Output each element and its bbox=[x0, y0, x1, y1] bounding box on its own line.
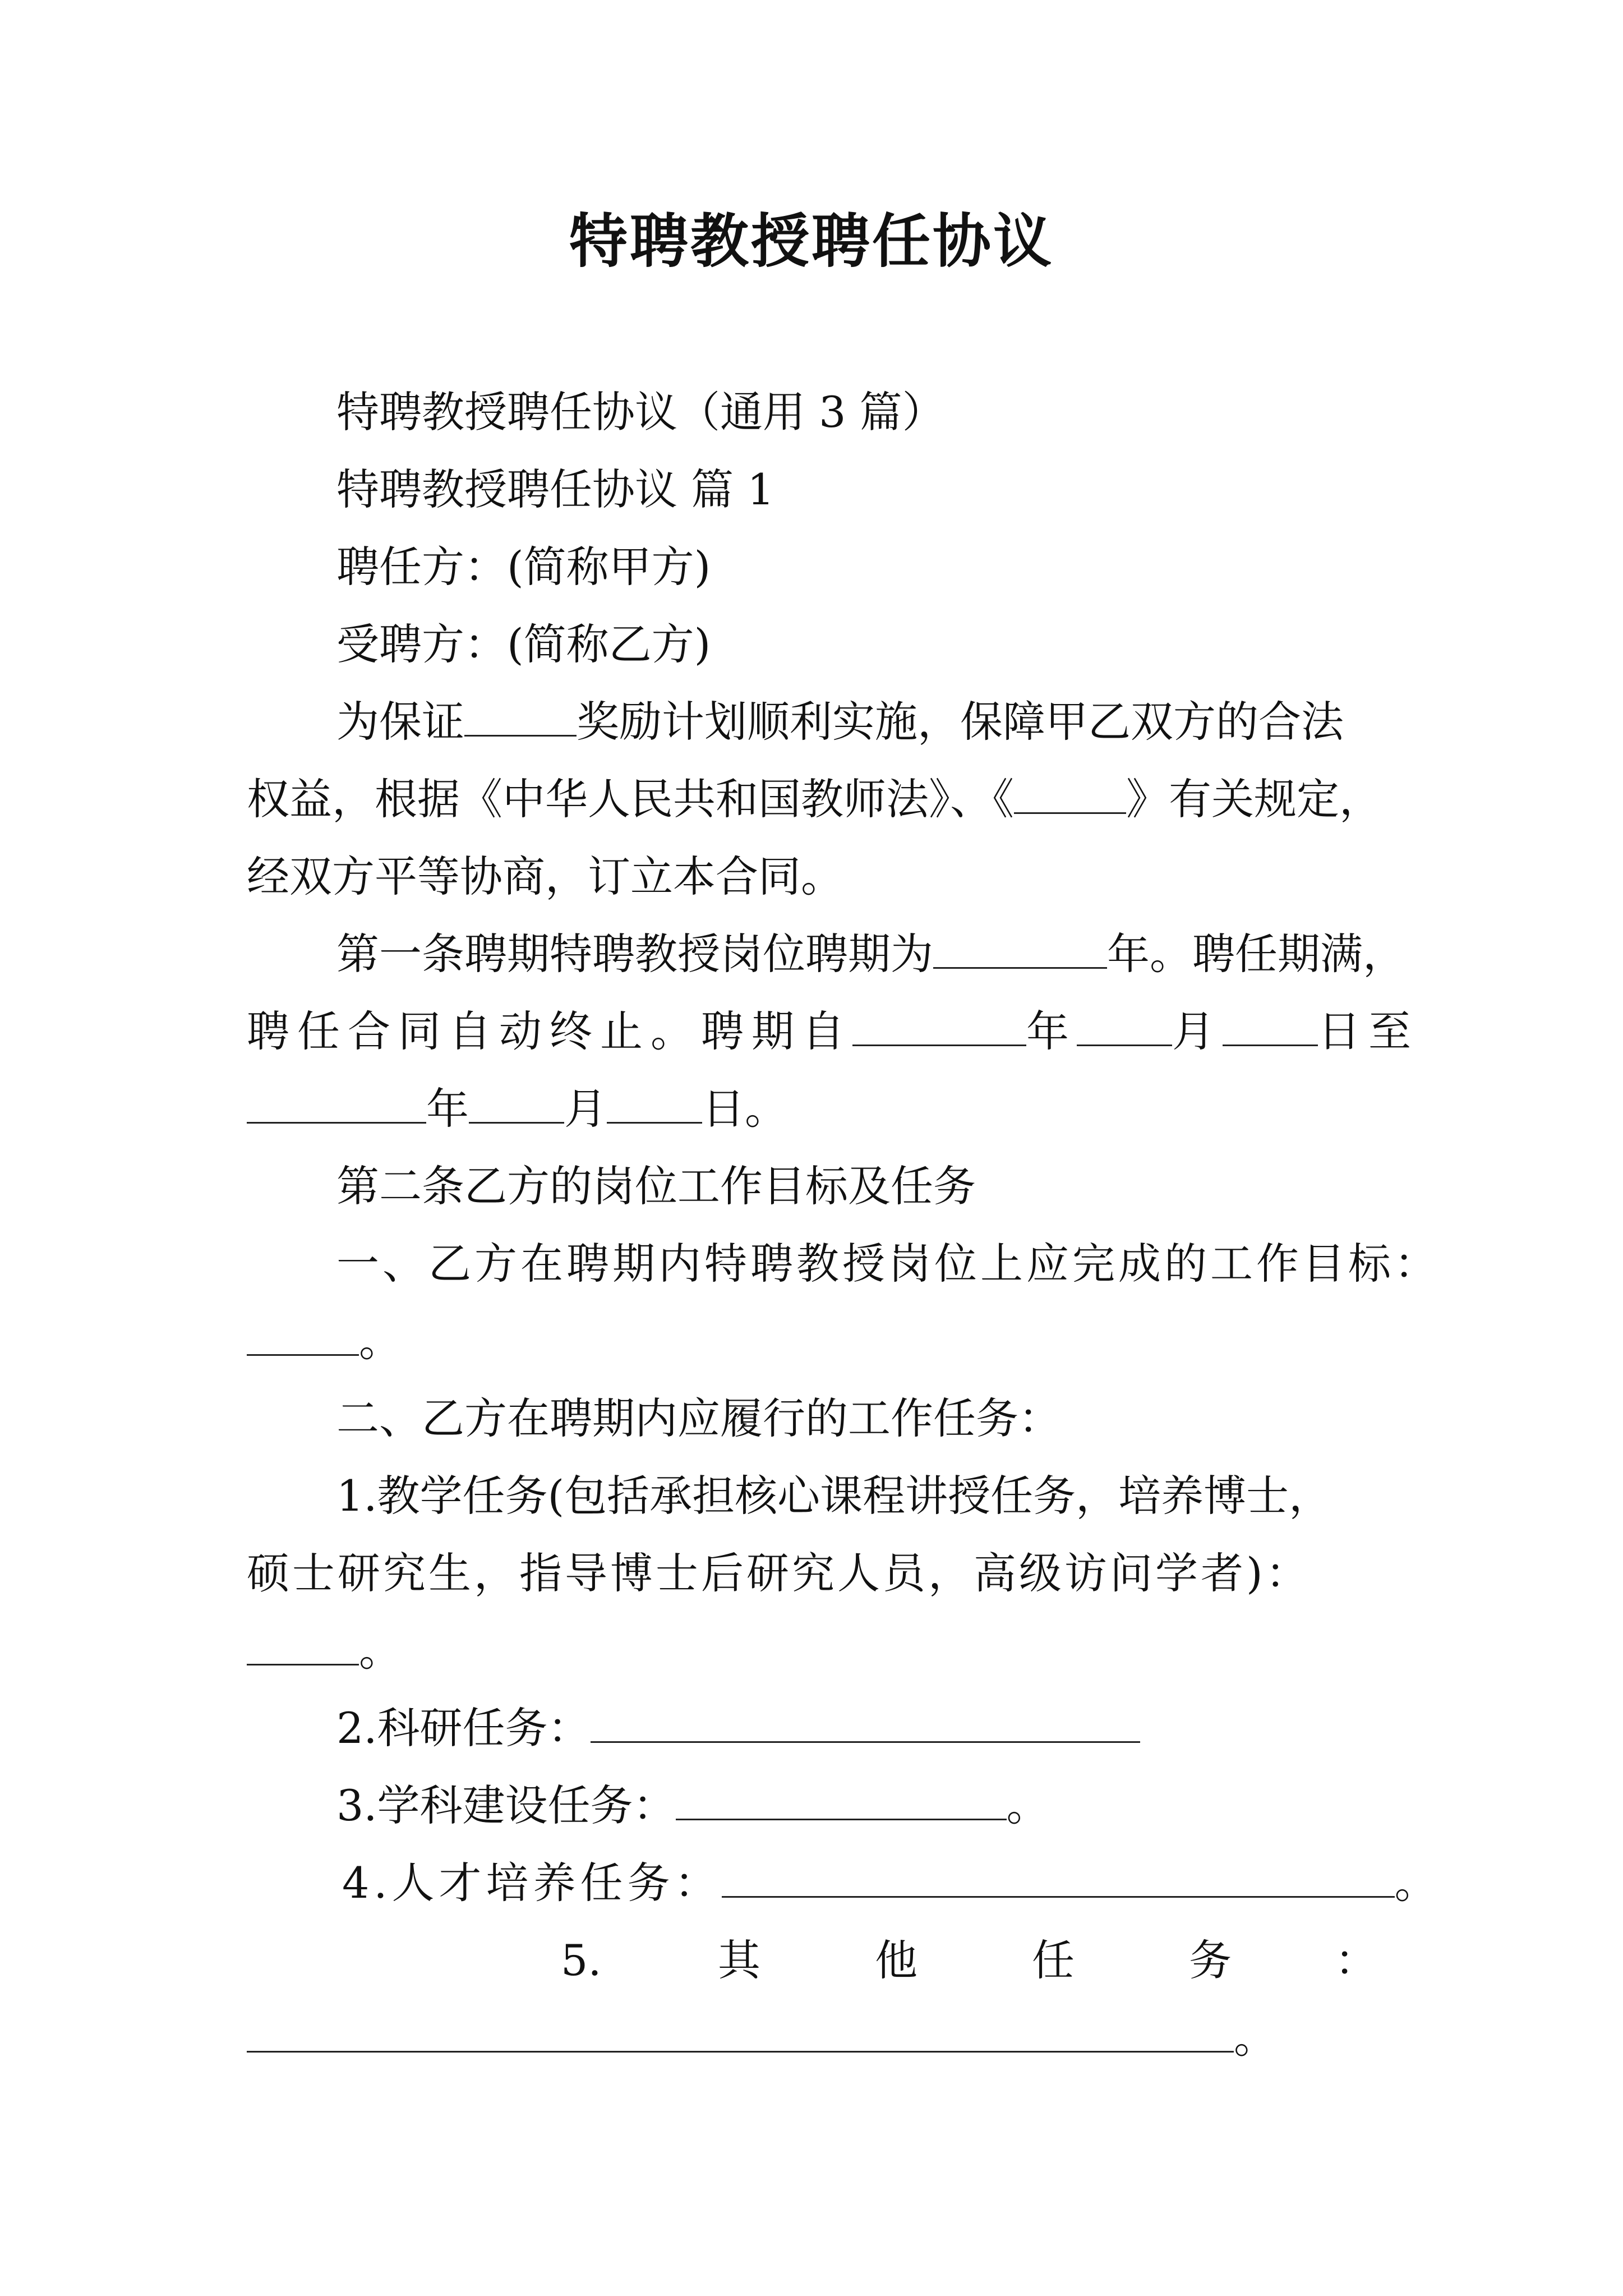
year-label: 年 bbox=[426, 1084, 469, 1134]
preamble-line-1 bbox=[336, 691, 1344, 753]
preamble-line-3: 经双方平等协商，订立本合同。 bbox=[247, 852, 843, 901]
document-title: 特聘教授聘任协议 bbox=[569, 206, 1054, 275]
article1-line-3 bbox=[247, 1078, 787, 1140]
blank-field bbox=[676, 1777, 1007, 1820]
article1-text: 聘任合同自动终止。聘期自 bbox=[247, 1006, 852, 1056]
other-task-number: 5. bbox=[561, 1935, 602, 1985]
blank-field bbox=[722, 1855, 1395, 1898]
other-task-char: 他 bbox=[875, 1935, 917, 1985]
party-b-line: 受聘方：(简称乙方) bbox=[336, 619, 711, 669]
blank-field bbox=[1223, 1003, 1318, 1046]
blank-field bbox=[247, 1080, 426, 1124]
blank-field bbox=[469, 1080, 564, 1124]
article1-line-1 bbox=[336, 923, 1405, 985]
talent-task-label: 4.人才培养任务： bbox=[342, 1858, 722, 1908]
teaching-task-answer bbox=[247, 1620, 402, 1682]
period: 。 bbox=[1394, 1858, 1442, 1908]
other-task-char: 务 bbox=[1189, 1935, 1232, 1985]
blank-field bbox=[607, 1080, 702, 1124]
month-label: 月 bbox=[564, 1084, 607, 1134]
blank-field bbox=[247, 1622, 359, 1665]
period: 。 bbox=[359, 1316, 402, 1366]
article1-text: 第一条聘期特聘教授岗位聘期为 bbox=[336, 929, 933, 979]
blank-field bbox=[591, 1700, 1140, 1743]
period: 。 bbox=[1006, 1780, 1049, 1830]
other-task-answer bbox=[247, 2007, 1276, 2069]
preamble-text: 权益，根据《中华人民共和国教师法》、《 bbox=[247, 774, 1014, 824]
talent-task-line bbox=[342, 1852, 1442, 1914]
heading-collection: 特聘教授聘任协议（通用 3 篇） bbox=[336, 387, 945, 437]
day-end-label: 日。 bbox=[702, 1084, 787, 1134]
heading-part: 特聘教授聘任协议 篇 1 bbox=[336, 464, 774, 514]
blank-field bbox=[247, 2009, 1234, 2053]
preamble-text: 奖励计划顺利实施，保障甲乙双方的合法 bbox=[577, 697, 1344, 747]
teaching-task-line-1: 1.教学任务(包括承担核心课程讲授任务，培养博士， bbox=[336, 1471, 1332, 1521]
blank-field bbox=[1077, 1003, 1172, 1046]
research-task-line bbox=[336, 1697, 1140, 1759]
blank-field bbox=[933, 926, 1107, 969]
blank-field bbox=[1014, 771, 1126, 814]
teaching-task-line-2: 硕士研究生，指导博士后研究人员，高级访问学者)： bbox=[247, 1548, 1311, 1598]
party-a-line: 聘任方：(简称甲方) bbox=[336, 542, 711, 592]
article1-text: 年。聘任期满， bbox=[1107, 929, 1405, 979]
blank-field bbox=[247, 1313, 359, 1356]
other-task-char: 任 bbox=[1032, 1935, 1075, 1985]
article2-heading: 第二条乙方的岗位工作目标及任务 bbox=[336, 1161, 976, 1211]
other-task-colon: ： bbox=[1335, 1935, 1377, 1985]
month-label: 月 bbox=[1172, 1006, 1223, 1056]
year-label: 年 bbox=[1026, 1006, 1077, 1056]
discipline-task-line bbox=[336, 1775, 1049, 1837]
preamble-line-2 bbox=[247, 769, 1382, 830]
period: 。 bbox=[359, 1626, 402, 1676]
blank-field bbox=[464, 693, 577, 737]
article2-item2: 二、乙方在聘期内应履行的工作任务： bbox=[336, 1393, 1061, 1443]
blank-field bbox=[852, 1003, 1026, 1046]
preamble-text: 》有关规定， bbox=[1126, 774, 1382, 824]
period: 。 bbox=[1234, 2013, 1276, 2063]
discipline-task-label: 3.学科建设任务： bbox=[336, 1780, 676, 1830]
other-task-char: 其 bbox=[718, 1935, 760, 1985]
research-task-label: 2.科研任务： bbox=[336, 1703, 591, 1753]
article1-line-2 bbox=[247, 1001, 1419, 1062]
preamble-text: 为保证 bbox=[336, 697, 464, 747]
article2-item1: 一、乙方在聘期内特聘教授岗位上应完成的工作目标： bbox=[336, 1239, 1440, 1289]
day-to-label: 日至 bbox=[1318, 1006, 1419, 1056]
article2-item1-answer bbox=[247, 1310, 402, 1372]
